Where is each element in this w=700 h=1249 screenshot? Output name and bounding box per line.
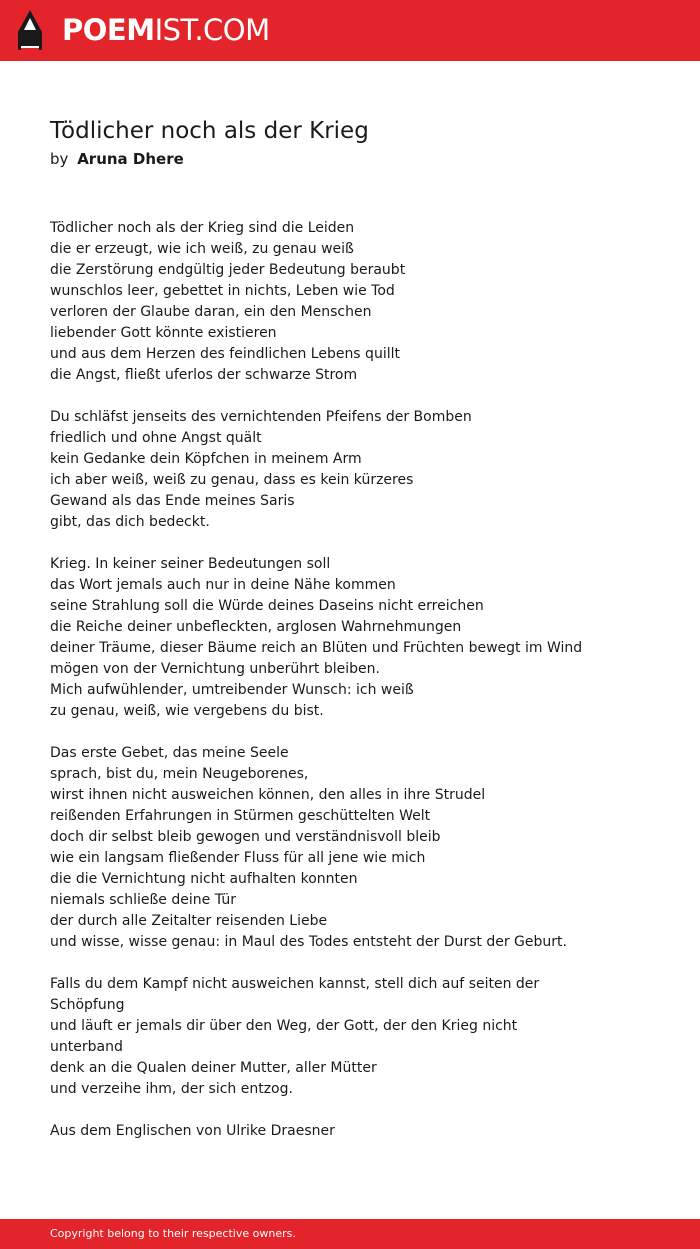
poem-line: Aus dem Englischen von Ulrike Draesner — [50, 1123, 335, 1139]
poem-line: und läuft er jemals dir über den Weg, der Gott, der den Krieg nicht — [50, 1018, 518, 1034]
poem-line: die Zerstörung endgültig jeder Bedeutung beraubt — [50, 262, 406, 278]
by-label: by — [50, 150, 69, 168]
poem-author: Aruna Dhere — [77, 150, 184, 168]
poem-title: Tödlicher noch als der Krieg — [50, 118, 369, 144]
poem-line: Mich aufwühlender, umtreibender Wunsch: ich weiß — [50, 682, 414, 698]
poem-stanza — [50, 743, 640, 953]
poem-stanza — [50, 1121, 640, 1142]
pencil-icon — [18, 10, 42, 50]
poem-line: sprach, bist du, mein Neugeborenes, — [50, 766, 309, 782]
poem-line: Das erste Gebet, das meine Seele — [50, 745, 289, 761]
site-footer — [0, 1219, 700, 1249]
poem-stanza — [50, 974, 640, 1100]
poem-line: und aus dem Herzen des feindlichen Lebens quillt — [50, 346, 400, 362]
poem-line: friedlich und ohne Angst quält — [50, 430, 262, 446]
poem-line: gibt, das dich bedeckt. — [50, 514, 210, 530]
poem-line: Krieg. In keiner seiner Bedeutungen soll — [50, 556, 331, 572]
logo-text-bold: POEM — [62, 13, 155, 47]
poem-line: zu genau, weiß, wie vergebens du bist. — [50, 703, 324, 719]
poem-stanza — [50, 218, 640, 386]
poem-line: Gewand als das Ende meines Saris — [50, 493, 295, 509]
poem-line: Tödlicher noch als der Krieg sind die Leiden — [50, 220, 355, 236]
poem-body — [50, 218, 640, 1163]
poem-line: das Wort jemals auch nur in deine Nähe kommen — [50, 577, 396, 593]
poem-line: kein Gedanke dein Köpfchen in meinem Arm — [50, 451, 362, 467]
poem-stanza — [50, 554, 640, 722]
poem-line: denk an die Qualen deiner Mutter, aller Mütter — [50, 1060, 377, 1076]
poem-line: Falls du dem Kampf nicht ausweichen kannst, stell dich auf seiten der — [50, 976, 540, 992]
site-logo-text — [62, 10, 270, 50]
poem-line: wie ein langsam fließender Fluss für all jene wie mich — [50, 850, 426, 866]
poem-line: wirst ihnen nicht ausweichen können, den alles in ihre Strudel — [50, 787, 486, 803]
poem-line: der durch alle Zeitalter reisenden Liebe — [50, 913, 328, 929]
poem-line: unterband — [50, 1039, 123, 1055]
site-logo-link[interactable] — [18, 10, 270, 50]
poem-line: deiner Träume, dieser Bäume reich an Blüten und Früchten bewegt im Wind — [50, 640, 583, 656]
poem-line: verloren der Glaube daran, ein den Menschen — [50, 304, 372, 320]
poem-line: und verzeihe ihm, der sich entzog. — [50, 1081, 293, 1097]
logo-text-light: IST.COM — [154, 13, 270, 47]
poem-line: die Angst, fließt uferlos der schwarze Strom — [50, 367, 358, 383]
poem-line: liebender Gott könnte existieren — [50, 325, 277, 341]
poem-line: Schöpfung — [50, 997, 125, 1013]
poem-line: die er erzeugt, wie ich weiß, zu genau weiß — [50, 241, 354, 257]
copyright-text: Copyright belong to their respective owners. — [50, 1227, 296, 1240]
poem-line: seine Strahlung soll die Würde deines Daseins nicht erreichen — [50, 598, 484, 614]
poem-byline — [50, 148, 184, 170]
poem-line: doch dir selbst bleib gewogen und verständnisvoll bleib — [50, 829, 441, 845]
poem-line: mögen von der Vernichtung unberührt bleiben. — [50, 661, 380, 677]
poem-line: ich aber weiß, weiß zu genau, dass es kein kürzeres — [50, 472, 414, 488]
poem-line: Du schläfst jenseits des vernichtenden Pfeifens der Bomben — [50, 409, 472, 425]
poem-line: die die Vernichtung nicht aufhalten konnten — [50, 871, 358, 887]
poem-line: reißenden Erfahrungen in Stürmen geschüttelten Welt — [50, 808, 431, 824]
site-header — [0, 0, 700, 61]
poem-stanza — [50, 407, 640, 533]
poem-line: die Reiche deiner unbefleckten, arglosen Wahrnehmungen — [50, 619, 462, 635]
poem-line: und wisse, wisse genau: in Maul des Todes entsteht der Durst der Geburt. — [50, 934, 567, 950]
poem-line: wunschlos leer, gebettet in nichts, Leben wie Tod — [50, 283, 395, 299]
poem-line: niemals schließe deine Tür — [50, 892, 236, 908]
